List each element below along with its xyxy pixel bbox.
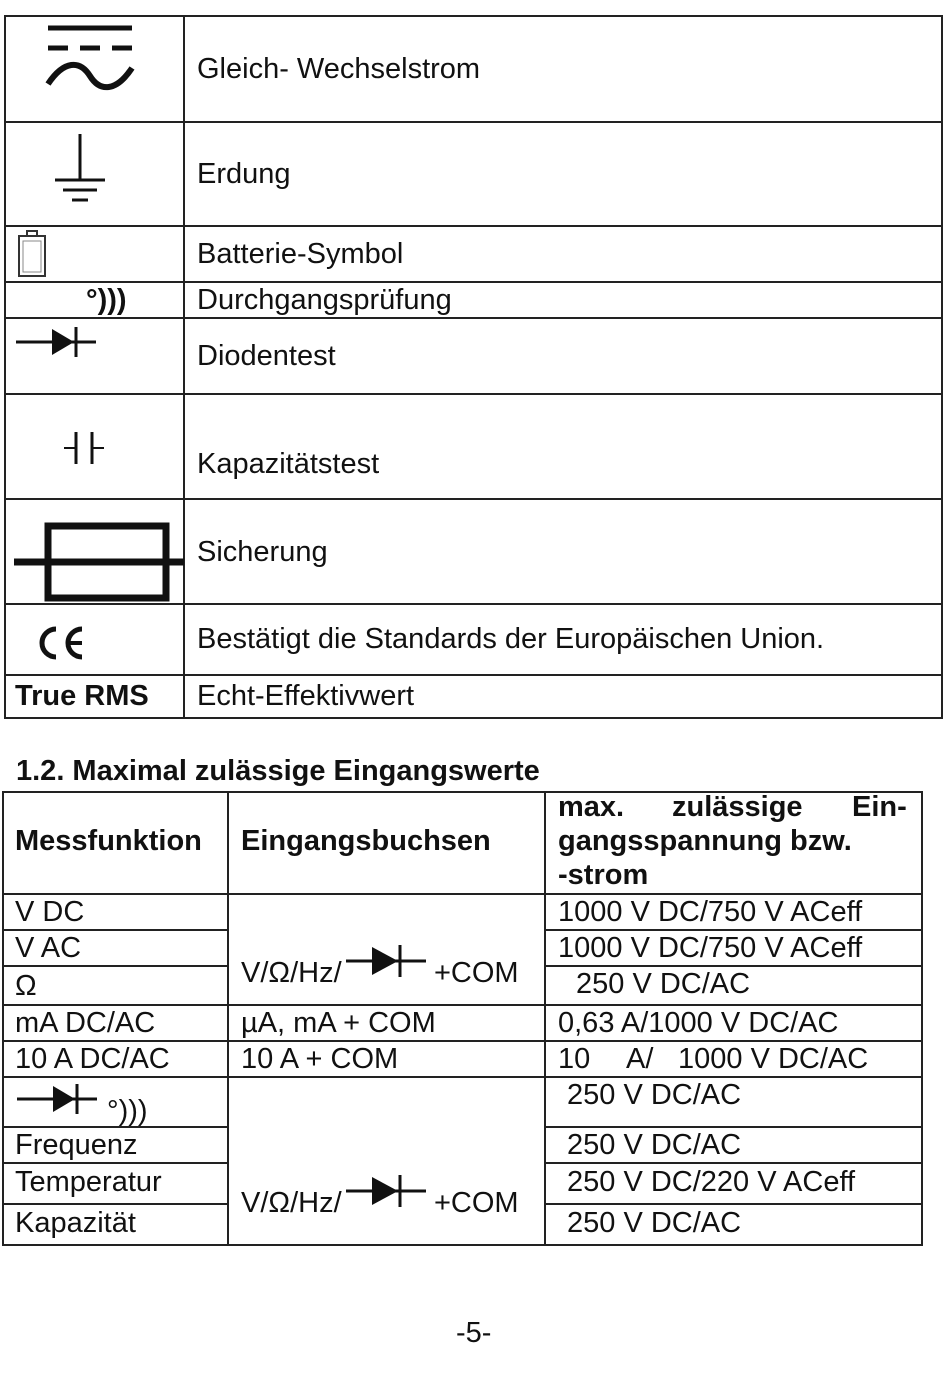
header-function: Messfunktion	[15, 825, 202, 857]
header-max-line1b: zulässige	[672, 791, 803, 823]
header-max-line2: gangsspannung bzw.	[558, 825, 852, 857]
diode-icon	[14, 325, 98, 359]
row-max: 250 V DC/220 V ACeff	[567, 1166, 856, 1198]
ground-icon	[52, 132, 108, 206]
diode-icon	[344, 944, 428, 978]
true-rms-label: True RMS	[15, 680, 149, 712]
row-function: V DC	[15, 896, 85, 928]
row-sockets: 10 A + COM	[241, 1043, 399, 1075]
battery-icon	[16, 229, 50, 279]
row-max: 1000 V DC/750 V ACeff	[558, 932, 863, 964]
row-function: Temperatur	[15, 1166, 162, 1198]
row-max-a: 10	[558, 1043, 591, 1075]
sockets-suffix: +COM	[434, 1187, 519, 1219]
continuity-icon: °)))	[107, 1095, 148, 1127]
page-number: -5-	[456, 1317, 492, 1349]
row-function: Ω	[15, 970, 37, 1002]
row-sockets: µA, mA + COM	[241, 1007, 436, 1039]
sockets-prefix: V/Ω/Hz/	[241, 957, 342, 989]
continuity-icon: °)))	[86, 284, 127, 316]
row-max-b: A/	[626, 1043, 654, 1075]
row-function: Kapazität	[15, 1207, 136, 1239]
section-heading: 1.2. Maximal zulässige Eingangswerte	[16, 755, 540, 787]
row-max: 1000 V DC/750 V ACeff	[558, 896, 863, 928]
row-function: Frequenz	[15, 1129, 138, 1161]
capacitor-icon	[62, 430, 110, 466]
sockets-suffix: +COM	[434, 957, 519, 989]
header-max-line3: -strom	[558, 859, 649, 891]
symbol-description: Batterie-Symbol	[197, 238, 404, 270]
sockets-prefix: V/Ω/Hz/	[241, 1187, 342, 1219]
symbol-description: Sicherung	[197, 536, 328, 568]
row-max: 250 V DC/AC	[567, 1079, 742, 1111]
symbol-description: Durchgangsprüfung	[197, 284, 452, 316]
row-function: 10 A DC/AC	[15, 1043, 170, 1075]
fuse-icon	[14, 522, 184, 602]
row-function: V AC	[15, 932, 82, 964]
symbol-description: Echt-Effektivwert	[197, 680, 415, 712]
header-max-line1: max.	[558, 791, 625, 823]
diode-icon	[15, 1083, 99, 1115]
row-max: 250 V DC/AC	[576, 968, 751, 1000]
symbol-description: Gleich- Wechselstrom	[197, 53, 481, 85]
symbol-description: Diodentest	[197, 340, 336, 372]
header-max-line1c: Ein-	[852, 791, 907, 823]
row-function: mA DC/AC	[15, 1007, 156, 1039]
row-max: 250 V DC/AC	[567, 1207, 742, 1239]
row-max: 0,63 A/1000 V DC/AC	[558, 1007, 839, 1039]
ac-dc-icon	[40, 24, 140, 104]
symbol-description: Kapazitätstest	[197, 448, 380, 480]
diode-icon	[344, 1174, 428, 1208]
symbol-description: Bestätigt die Standards der Europäischen Union.	[197, 623, 825, 655]
row-max: 250 V DC/AC	[567, 1129, 742, 1161]
row-max-c: 1000 V DC/AC	[678, 1043, 869, 1075]
symbol-description: Erdung	[197, 158, 291, 190]
header-sockets: Eingangsbuchsen	[241, 825, 491, 857]
ce-mark-icon	[36, 624, 86, 662]
